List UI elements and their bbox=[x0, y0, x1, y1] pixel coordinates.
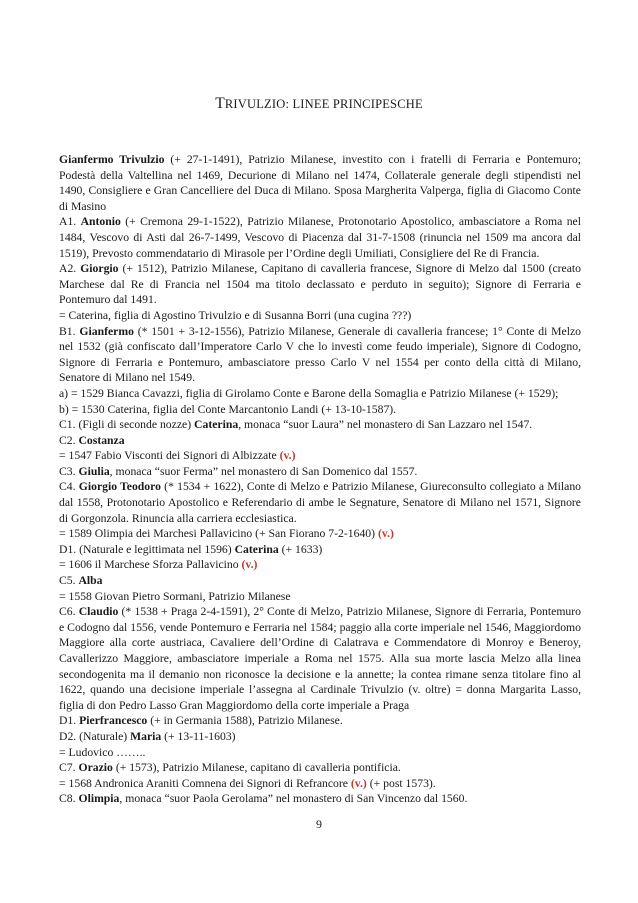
genealogy-entry bbox=[59, 479, 581, 526]
genealogy-entry bbox=[59, 557, 581, 573]
entry-text: (+ 27-1-1491), Patrizio Milanese, investito con i fratelli di Ferraria e Pontemuro; Podestà della Valtellina nel 1469, Decurione di Milano nel 1474, Collaterale generale degli stipendisti nel 1490, Consigliere e Gran Cancelliere del Duca di Milano. Sposa Margherita Valperga, figlia di Giacomo Conte di Masino bbox=[59, 153, 581, 213]
person-name: Gianfermo bbox=[79, 324, 134, 338]
entry-text: = Caterina, figlia di Agostino Trivulzio e di Susanna Borri (una cugina ???) bbox=[59, 308, 412, 322]
entry-prefix: D1. (Naturale e legittimata nel 1596) bbox=[59, 542, 235, 556]
genealogy-entry bbox=[59, 261, 581, 308]
genealogy-entry bbox=[59, 589, 581, 605]
person-name: Alba bbox=[78, 574, 103, 588]
entry-text: (+ 13-11-1603) bbox=[161, 729, 236, 743]
entry-prefix: D2. (Naturale) bbox=[59, 729, 131, 743]
entry-text: = Ludovico …….. bbox=[59, 745, 146, 759]
genealogy-entry bbox=[59, 417, 581, 433]
see-reference-link[interactable]: (v.) bbox=[377, 527, 394, 541]
entry-prefix: C5. bbox=[59, 574, 79, 588]
genealogy-entry bbox=[59, 729, 581, 745]
entry-prefix: C8. bbox=[59, 792, 79, 806]
entry-prefix: C6. bbox=[59, 605, 79, 619]
entry-prefix: C7. bbox=[59, 761, 79, 775]
entry-text-after: (+ post 1573). bbox=[366, 776, 436, 790]
entry-prefix: C4. bbox=[59, 480, 79, 494]
entry-text: b) = 1530 Caterina, figlia del Conte Marcantonio Landi (+ 13-10-1587). bbox=[59, 402, 397, 416]
see-reference-link[interactable]: (v.) bbox=[279, 449, 296, 463]
genealogy-entry bbox=[59, 745, 581, 761]
genealogy-entry bbox=[59, 791, 581, 807]
person-name: Caterina bbox=[194, 418, 239, 432]
entry-text: (+ 1512), Patrizio Milanese, Capitano di cavalleria francese, Signore di Melzo dal 1500 (creato Marchese dal Re di Francia nel 1504 ma titolo declassato e perduto in seguito); Signore di Ferraria e Pontemuro dal 1491. bbox=[59, 262, 582, 307]
person-name: Claudio bbox=[78, 605, 119, 619]
entry-text: (+ Cremona 29-1-1522), Patrizio Milanese, Protonotario Apostolico, ambasciatore a Roma nel 1484, Vescovo di Asti dal 26-7-1499, Vescovo di Piacenza dal 31-7-1508 (rinuncia nel 1509 ma ancora dal 1519), Prevosto commendatario di Mirasole per l’Ordine degli Umiliati, Consigliere del Re di Francia. bbox=[59, 215, 581, 260]
page-title bbox=[0, 95, 638, 113]
entry-text: (* 1538 + Praga 2-4-1591), 2° Conte di Melzo, Patrizio Milanese, Signore di Ferraria, Pontemuro e Codogno dal 1556, vende Pontemuro e Ferraria nel 1584; paggio alla corte imperiale nel 1546, Maggiordomo Maggiore alla corte austriaca, Cavaliere dell’Ordine di Calatrava e Commendatore di Monroy e Beneroy, Cavallerizzo Maggiore, ambasciatore imperiale a Roma nel 1575. Alla sua morte lascia Melzo alla linea secondogenita ma il demanio non riconosce la decisione e la annette; la contea rimane senza titolare fino al 1622, quando una decisione imperiale l’assegna al Cardinale Trivulzio (v. oltre) = donna Margarita Lasso, figlia di don Pedro Lasso Gran Maggiordomo della corte imperiale a Praga bbox=[59, 605, 581, 712]
genealogy-entry bbox=[59, 464, 581, 480]
see-reference-link[interactable]: (v.) bbox=[241, 558, 258, 572]
entry-text: , monaca “suor Ferma” nel monastero di San Domenico dal 1557. bbox=[109, 464, 418, 478]
entry-text: a) = 1529 Bianca Cavazzi, figlia di Girolamo Conte e Barone della Somaglia e Patrizio Milanese (+ 1529); bbox=[59, 386, 559, 400]
entry-text: (+ 1633) bbox=[278, 542, 323, 556]
person-name: Giorgio bbox=[80, 262, 119, 276]
entry-prefix: A2. bbox=[59, 262, 81, 276]
genealogy-entry bbox=[59, 760, 581, 776]
genealogy-entry bbox=[59, 433, 581, 449]
person-name: Gianfermo Trivulzio bbox=[59, 153, 165, 166]
entry-prefix: C1. (Figli di seconde nozze) bbox=[59, 418, 195, 432]
genealogy-entry bbox=[59, 526, 581, 542]
person-name: Giulia bbox=[78, 464, 110, 478]
person-name: Antonio bbox=[80, 215, 121, 229]
entry-text: (+ in Germania 1588), Patrizio Milanese. bbox=[147, 714, 343, 728]
title-rest: RIVULZIO: LINEE PRINCIPESCHE bbox=[224, 97, 423, 111]
genealogy-entry bbox=[59, 448, 581, 464]
entry-text: , monaca “suor Paola Gerolama” nel monastero di San Vincenzo dal 1560. bbox=[119, 792, 468, 806]
entry-prefix: D1. bbox=[59, 714, 80, 728]
entry-text: (+ 1573), Patrizio Milanese, capitano di cavalleria pontificia. bbox=[112, 761, 401, 775]
person-name: Costanza bbox=[78, 433, 125, 447]
entry-text: (* 1501 + 3-12-1556), Patrizio Milanese, Generale di cavalleria francese; 1° Conte di Melzo nel 1532 (già confiscato dall’Imperatore Carlo V che lo investì come feudo imperiale), Signore di Codogno, Signore di Ferraria e Pontemuro, ambasciatore presso Carlo V nel 1554 per conto della città di Milano, Senatore di Milano nel 1549. bbox=[59, 324, 581, 385]
title-initial: T bbox=[215, 95, 225, 112]
entry-text: (* 1534 + 1622), Conte di Melzo e Patrizio Milanese, Giureconsulto collegiato a Milano dal 1558, Protonotario Apostolico e Referendario di ambe le Segnature, Senatore di Milano nel 1571, Signore di Gorgonzola. Rinuncia alla carriera ecclesiastica. bbox=[59, 480, 582, 525]
page-number: 9 bbox=[316, 817, 322, 831]
genealogy-entry bbox=[59, 308, 581, 324]
genealogy-entry bbox=[59, 402, 581, 418]
person-name: Olimpia bbox=[78, 792, 120, 806]
entry-prefix: C3. bbox=[59, 464, 79, 478]
entry-text: = 1606 il Marchese Sforza Pallavicino bbox=[59, 558, 242, 572]
see-reference-link[interactable]: (v.) bbox=[350, 776, 367, 790]
entry-text: = 1568 Andronica Araniti Comnena dei Signori di Refrancore bbox=[59, 776, 351, 790]
genealogy-entry bbox=[59, 214, 581, 261]
person-name: Caterina bbox=[234, 542, 279, 556]
genealogy-entry bbox=[59, 152, 581, 214]
entry-text: , monaca “suor Laura” nel monastero di San Lazzaro nel 1547. bbox=[238, 418, 533, 432]
person-name: Orazio bbox=[78, 761, 113, 775]
entry-text: = 1558 Giovan Pietro Sormani, Patrizio Milanese bbox=[59, 589, 291, 603]
person-name: Giorgio Teodoro bbox=[78, 480, 161, 494]
genealogy-entry bbox=[59, 573, 581, 589]
entry-prefix: B1. bbox=[59, 324, 80, 338]
genealogy-entry bbox=[59, 713, 581, 729]
genealogy-entry bbox=[59, 542, 581, 558]
person-name: Maria bbox=[130, 729, 162, 743]
entry-text: = 1547 Fabio Visconti dei Signori di Albizzate bbox=[59, 449, 280, 463]
person-name: Pierfrancesco bbox=[79, 714, 148, 728]
genealogy-entry bbox=[59, 324, 581, 386]
genealogy-entry bbox=[59, 386, 581, 402]
genealogy-entry bbox=[59, 604, 581, 713]
genealogy-text bbox=[59, 152, 581, 807]
entry-text: = 1589 Olimpia dei Marchesi Pallavicino (+ San Fiorano 7-2-1640) bbox=[59, 527, 378, 541]
entry-prefix: A1. bbox=[59, 215, 81, 229]
entry-prefix: C2. bbox=[59, 433, 79, 447]
genealogy-entry bbox=[59, 776, 581, 792]
